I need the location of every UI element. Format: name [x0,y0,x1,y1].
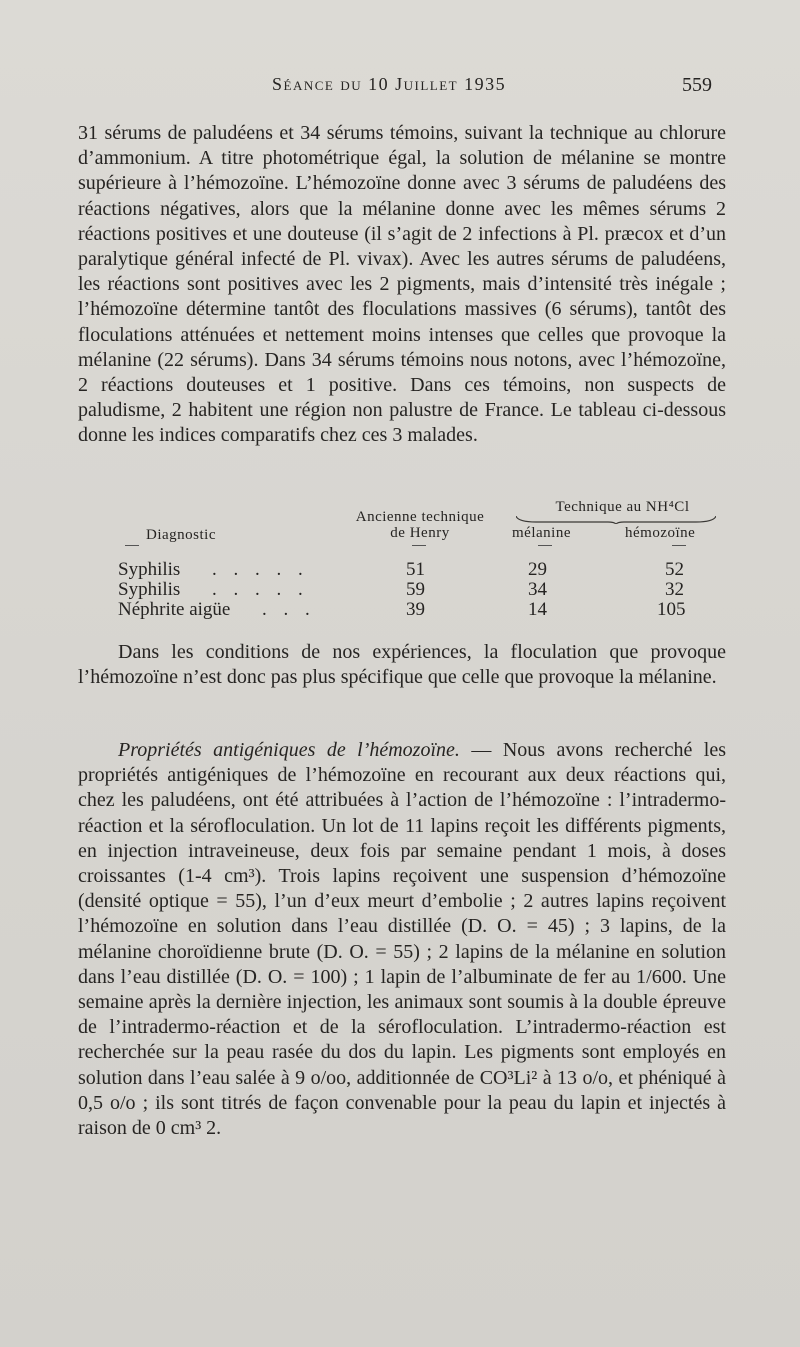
row-diagnostic: Syphilis [118,579,181,600]
row-henry-value: 39 [406,599,425,620]
row-hemozoine-value: 105 [657,599,686,620]
row-henry-value: 51 [406,559,425,580]
row-diagnostic: Syphilis [118,559,181,580]
header-diagnostic: Diagnostic [146,527,216,543]
row-melanine-value: 14 [528,599,547,620]
page-number: 559 [682,74,712,96]
running-title: Séance du 10 Juillet 1935 [272,74,507,94]
row-hemozoine-value: 52 [665,559,684,580]
header-henry [340,509,500,541]
header-henry-line1: Ancienne technique [355,509,485,525]
row-leader-dots: . . . . . [212,579,309,600]
row-hemozoine-value: 32 [665,579,684,600]
header-dash [672,545,686,546]
paragraph-antigenic-properties [78,738,726,1141]
table-row [0,559,800,581]
table-row [0,599,800,621]
header-brace [516,516,716,524]
header-hemozoine: hémozoïne [625,525,696,541]
paragraph-3-heading: Propriétés antigéniques de l’hémozoïne. [118,739,460,761]
row-melanine-value: 29 [528,559,547,580]
running-head [0,74,800,102]
header-nh4cl: Technique au NH⁴Cl [555,499,690,515]
row-leader-dots: . . . . . [212,559,309,580]
paragraph-3 [78,738,726,1141]
paragraph-flocculation-results [78,121,726,449]
row-leader-dots: . . . [262,599,316,620]
header-henry-line2: de Henry [390,525,450,541]
paragraph-conclusion [78,640,726,690]
header-dash [412,545,426,546]
paragraph-1-text: 31 sérums de paludéens et 34 sérums témoins, suivant la technique au chlorure d’ammonium. A titre photométrique égal, la solution de mélanine se montre supérieure à l’hémozoïne. L’hémozoïne donne avec 3 sérums de paludéens des réactions négatives, alors que la mélanine donne avec les mêmes sérums 2 réactions positives et une douteuse (il s’agit de 2 infections à Pl. præcox et d’un paralytique général infecté de Pl. vivax). Avec les autres sérums de paludéens, les réactions sont positives avec les 2 pigments, mais d’intensité très inégale ; l’hémozoïne détermine tantôt des floculations massives (6 sérums), tantôt des floculations atténuées et nettement moins intenses que celles que provoque la mélanine (22 sérums). Dans 34 sérums témoins nous notons, avec l’hémozoïne, 2 réactions douteuses et 1 positive. Dans ces témoins, non suspects de paludisme, 2 habitent une région non palustre de France. Le tableau ci-dessous donne les indices comparatifs chez ces 3 malades. [78,122,726,447]
header-dash [538,545,552,546]
row-henry-value: 59 [406,579,425,600]
header-melanine: mélanine [512,525,571,541]
row-melanine-value: 34 [528,579,547,600]
header-dash [125,545,139,546]
paragraph-3-text: — Nous avons recherché les propriétés antigéniques de l’hémozoïne en recourant aux deux réactions qui, chez les paludéens, ont été attribuées à l’action de l’hémozoïne : l’intradermo-réaction et la sérofloculation. Un lot de 11 lapins reçoit les différents pigments, en injection intraveineuse, deux fois par semaine pendant 1 mois, à doses croissantes (1-4 cm³). Trois lapins reçoivent une suspension d’hémozoïne (densité optique = 55), l’un d’eux meurt d’embolie ; 2 autres lapins reçoivent l’hémozoïne en solution dans l’eau distillée (D. O. = 45) ; 3 lapins, de la mélanine choroïdienne brute (D. O. = 55) ; 2 lapins de la mélanine en solution dans l’eau distillée (D. O. = 100) ; 1 lapin de l’albuminate de fer au 1/600. Une semaine après la dernière injection, les animaux sont soumis à la double épreuve de l’intradermo-réaction et de la sérofloculation. L’intradermo-réaction est recherchée sur la peau rasée du dos du lapin. Les pigments sont employés en solution dans l’eau salée à 9 o/oo, additionnée de CO³Li² à 13 o/o, et phéniqué à 0,5 o/o ; ils sont titrés de façon convenable pour la peau du lapin et injectés à raison de 0 cm³ 2. [78,739,726,1140]
table-row [0,579,800,601]
paragraph-2-text: Dans les conditions de nos expériences, la floculation que provoque l’hémozoïne n’est donc pas plus spécifique que celle que provoque la mélanine. [78,641,726,689]
comparison-table [0,495,800,625]
row-diagnostic: Néphrite aigüe [118,599,231,620]
